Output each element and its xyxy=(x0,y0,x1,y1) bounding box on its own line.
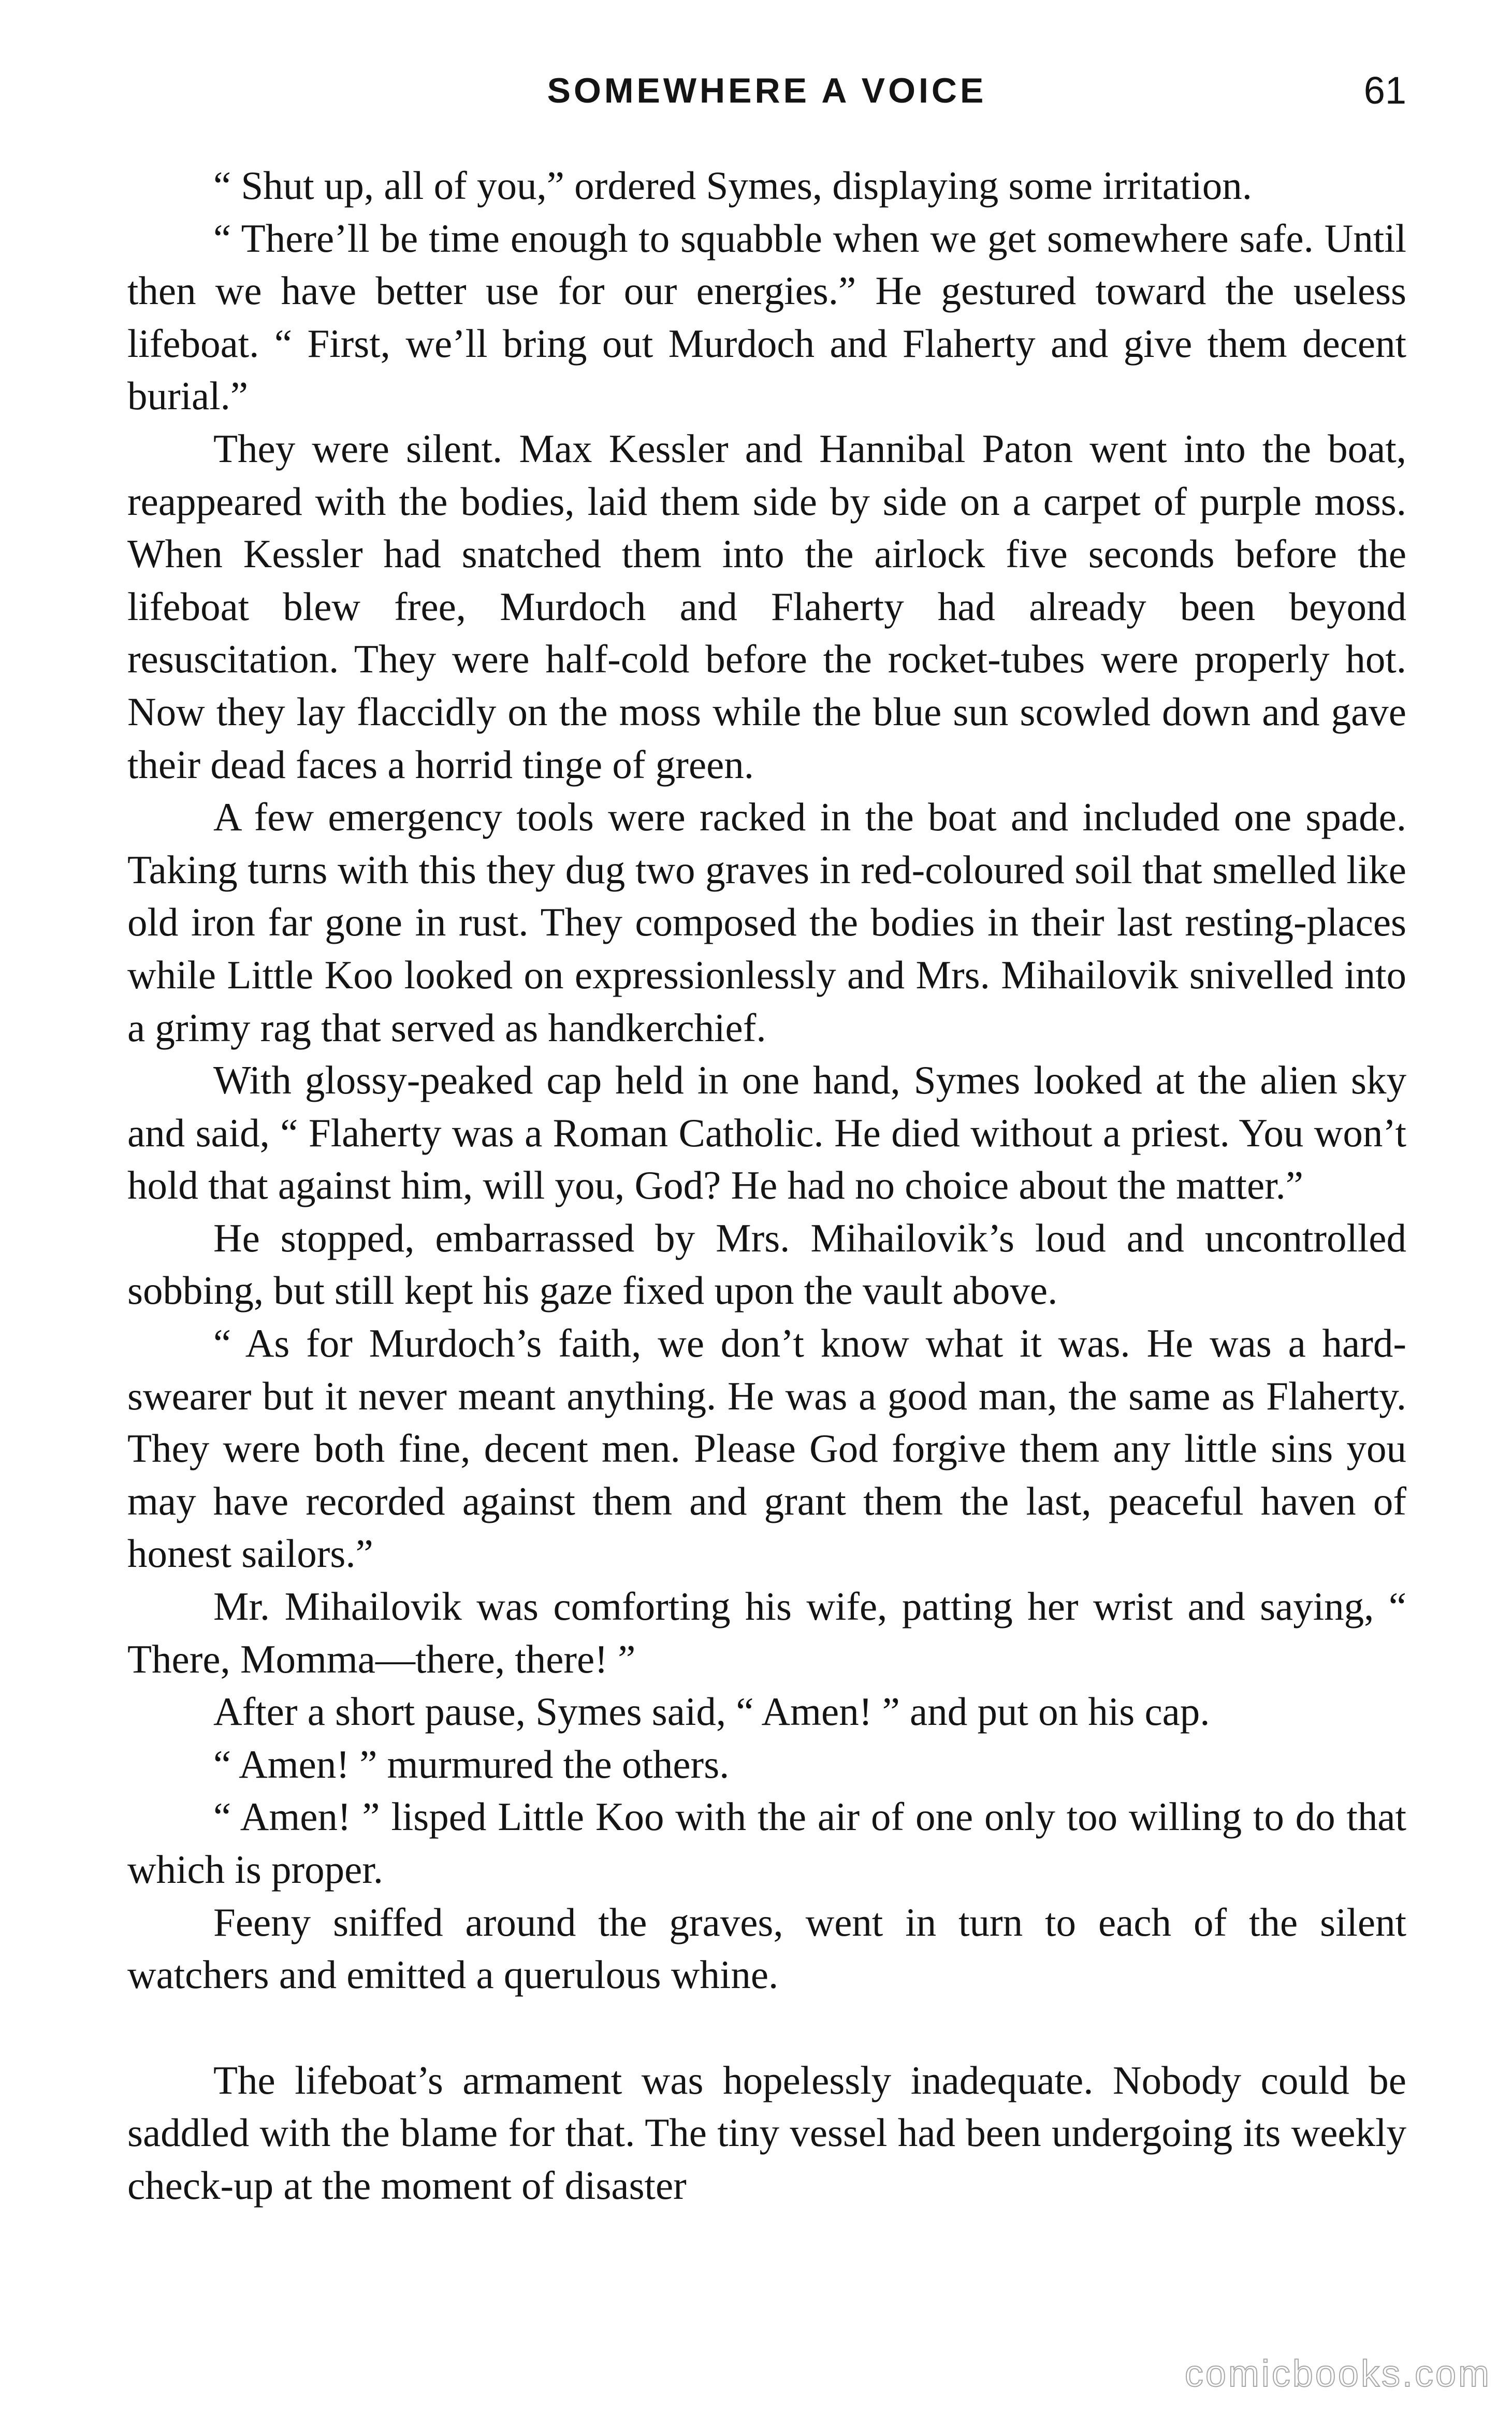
paragraph: He stopped, embarrassed by Mrs. Mihailovik’s loud and uncontrolled sobbing, but still kept his gaze fixed upon the vault above. xyxy=(127,1215,1406,1313)
closing-paragraph: The lifeboat’s armament was hopelessly inadequate. Nobody could be saddled with the blame for that. The tiny vessel had been undergoing its weekly check-up at the moment of disaster xyxy=(127,2057,1406,2208)
paragraph: “ There’ll be time enough to squabble when we get somewhere safe. Until then we have better use for our energies.” He gestured toward the useless lifeboat. “ First, we’ll bring out Murdoch and Flaherty and give them decent burial.” xyxy=(127,215,1406,419)
body-text xyxy=(127,160,1406,2212)
paragraph: “ Amen! ” murmured the others. xyxy=(213,1741,730,1787)
page-number: 61 xyxy=(1363,69,1406,112)
paragraph: Mr. Mihailovik was comforting his wife, patting her wrist and saying, “ There, Momma—there, there! ” xyxy=(127,1584,1406,1681)
paragraph: “ Shut up, all of you,” ordered Symes, displaying some irritation. xyxy=(213,163,1252,208)
paragraph: Feeny sniffed around the graves, went in turn to each of the silent watchers and emitted a querulous whine. xyxy=(127,1899,1406,1997)
paragraph: After a short pause, Symes said, “ Amen! ” and put on his cap. xyxy=(213,1689,1210,1734)
paragraph: A few emergency tools were racked in the boat and included one spade. Taking turns with this they dug two graves in red-coloured soil that smelled like old iron far gone in rust. They composed the bodies in their last resting-places while Little Koo looked on expressionlessly and Mrs. Mihailovik snivelled into a grimy rag that served as handkerchief. xyxy=(127,795,1406,1050)
paragraph: They were silent. Max Kessler and Hannibal Paton went into the boat, reappeared with the bodies, laid them side by side on a carpet of purple moss. When Kessler had snatched them into the airlock five seconds before the lifeboat blew free, Murdoch and Flaherty had already been beyond resuscitation. They were half-cold before the rocket-tubes were properly hot. Now they lay flaccidly on the moss while the blue sun scowled down and gave their dead faces a horrid tinge of green. xyxy=(127,426,1406,787)
watermark: comicbooks.com xyxy=(1184,2353,1491,2395)
section-break xyxy=(127,2001,1406,2054)
page-header xyxy=(127,62,1406,119)
paragraph: “ Amen! ” lisped Little Koo with the air of one only too willing to do that which is proper. xyxy=(127,1794,1406,1892)
running-title: SOMEWHERE A VOICE xyxy=(547,71,987,110)
paragraph: With glossy-peaked cap held in one hand, Symes looked at the alien sky and said, “ Flaherty was a Roman Catholic. He died without a priest. You won’t hold that against him, will you, God? He had no choice about the matter.” xyxy=(127,1058,1406,1208)
paragraph: “ As for Murdoch’s faith, we don’t know what it was. He was a hard-swearer but it never meant anything. He was a good man, the same as Flaherty. They were both fine, decent men. Please God forgive them any little sins you may have recorded against them and grant them the last, peaceful haven of honest sailors.” xyxy=(127,1321,1406,1576)
